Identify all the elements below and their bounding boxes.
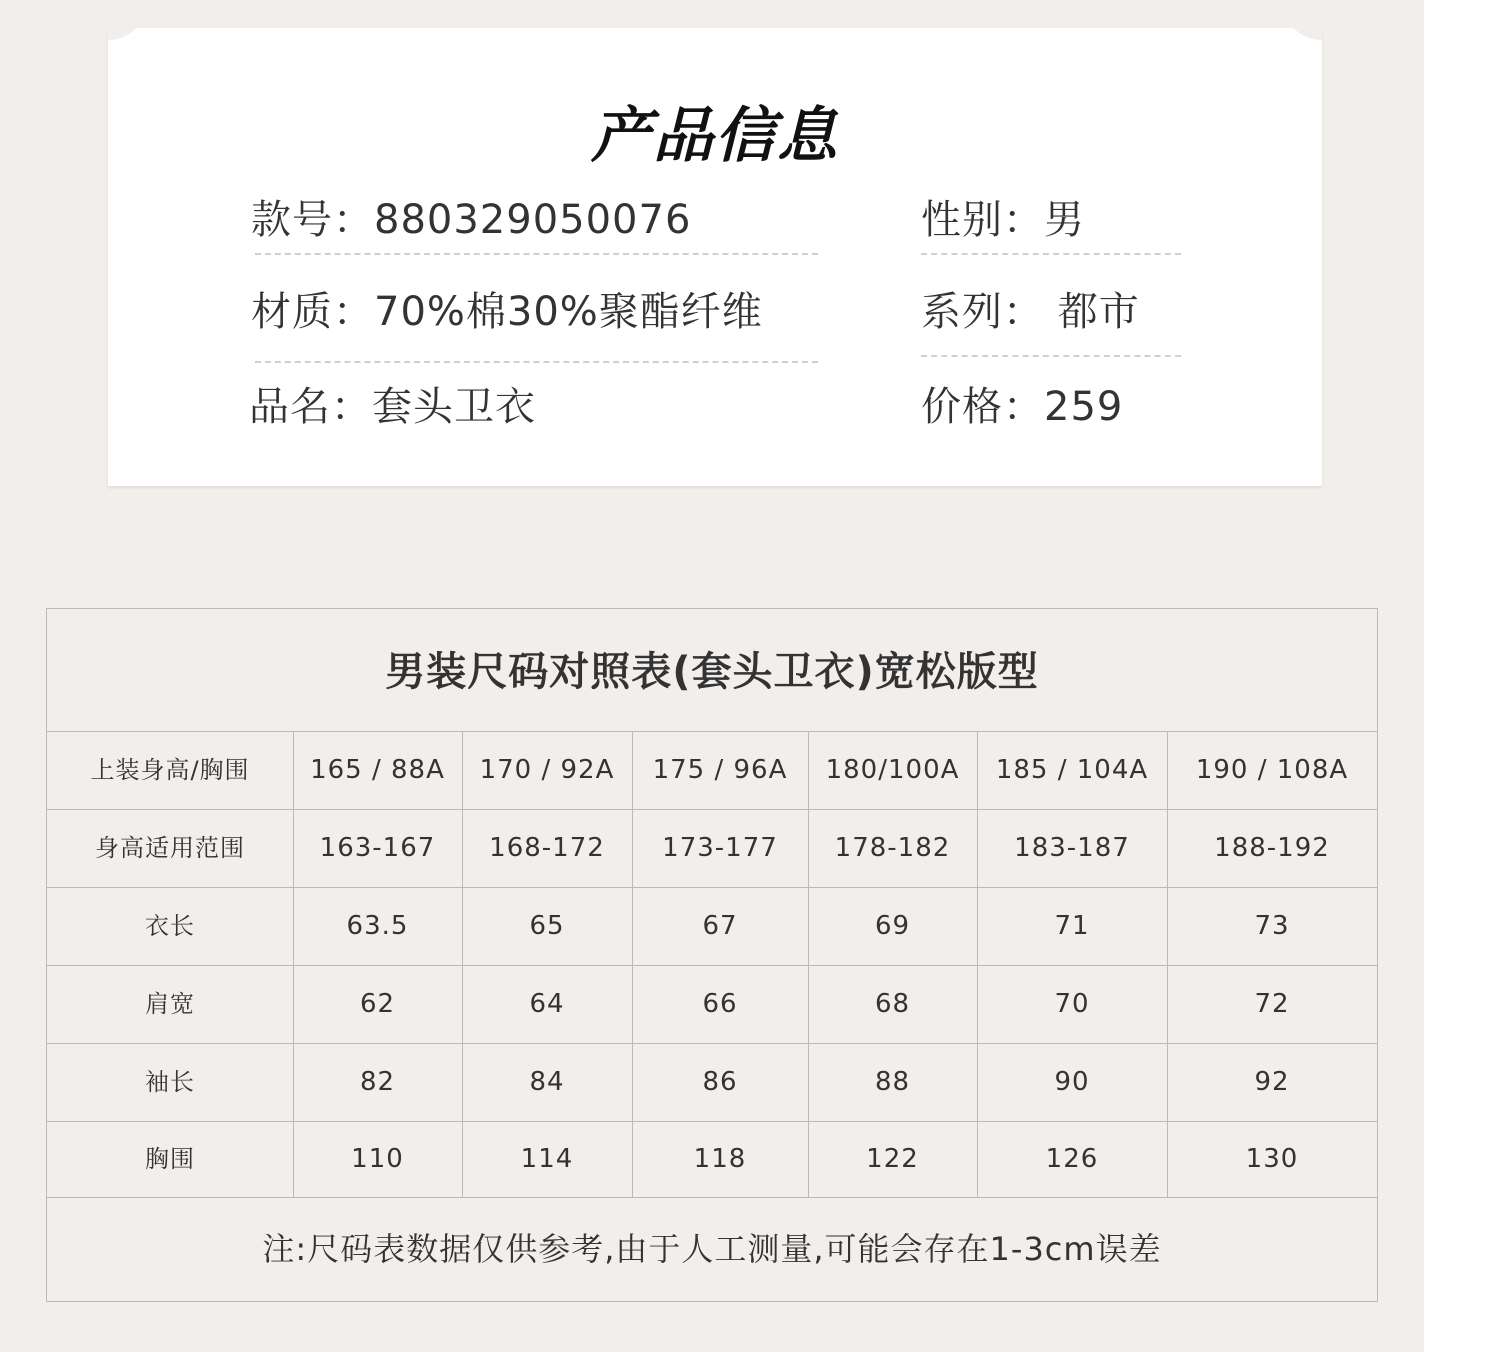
scallop-decoration — [1208, 0, 1236, 18]
product-name: 品名：套头卫衣 — [249, 384, 536, 430]
size-value-cell: 183-187 — [1014, 833, 1130, 863]
size-value-cell: 173-177 — [662, 833, 778, 863]
scallop-decoration — [980, 0, 1008, 18]
size-row-label: 肩宽 — [145, 990, 195, 1018]
size-value-cell: 82 — [359, 1067, 396, 1097]
scallop-decoration — [296, 0, 324, 18]
size-value-cell: 72 — [1254, 989, 1290, 1019]
size-value-cell: 190 / 108A — [1195, 755, 1349, 785]
size-value-cell: 118 — [693, 1144, 747, 1174]
size-value-cell: 130 — [1245, 1144, 1299, 1174]
scallop-decoration — [334, 0, 362, 18]
size-value-cell: 68 — [874, 989, 911, 1019]
divider — [255, 361, 818, 363]
product-info-card — [108, 28, 1322, 486]
divider — [255, 253, 818, 255]
size-value-cell: 114 — [520, 1144, 574, 1174]
scallop-decoration — [1056, 0, 1084, 18]
size-row-label: 袖长 — [145, 1068, 195, 1096]
size-row-label: 胸围 — [145, 1145, 195, 1173]
scallop-decoration — [1132, 0, 1160, 18]
size-value-cell: 84 — [529, 1067, 565, 1097]
size-row-label: 衣长 — [145, 912, 195, 940]
size-value-cell: 175 / 96A — [652, 755, 788, 785]
size-value-cell: 180/100A — [825, 755, 960, 785]
scallop-decoration — [790, 0, 818, 18]
size-chart-table — [46, 608, 1378, 1302]
size-chart-title: 男装尺码对照表(套头卫衣)宽松版型 — [385, 649, 1039, 695]
scallop-decoration — [372, 0, 400, 18]
size-value-cell: 178-182 — [834, 833, 951, 863]
product-info-title: 产品信息 — [591, 101, 839, 171]
size-value-cell: 188-192 — [1214, 833, 1330, 863]
scallop-decoration — [486, 0, 514, 18]
size-value-cell: 64 — [529, 989, 565, 1019]
size-value-cell: 168-172 — [489, 833, 605, 863]
scallop-decoration — [828, 0, 856, 18]
material: 材质：70%棉30%聚酯纤维 — [251, 289, 763, 335]
divider — [921, 355, 1181, 357]
scallop-decoration — [1170, 0, 1198, 18]
scallop-decoration — [942, 0, 970, 18]
corner-decoration — [108, 0, 148, 40]
scallop-decoration — [524, 0, 552, 18]
style-number: 款号：880329050076 — [251, 197, 692, 243]
divider — [921, 253, 1181, 255]
size-value-cell: 73 — [1254, 911, 1290, 941]
size-value-cell: 126 — [1045, 1144, 1099, 1174]
scallop-decoration — [220, 0, 248, 18]
size-value-cell: 170 / 92A — [479, 755, 615, 785]
scallop-decoration — [448, 0, 476, 18]
size-row-label: 身高适用范围 — [95, 834, 245, 862]
price: 价格：259 — [921, 384, 1124, 430]
size-chart-note: 注:尺码表数据仅供参考,由于人工测量,可能会存在1-3cm误差 — [262, 1230, 1162, 1268]
size-value-cell: 88 — [874, 1067, 911, 1097]
scallop-decoration — [258, 0, 286, 18]
size-value-cell: 70 — [1054, 989, 1090, 1019]
size-row-label: 上装身高/胸围 — [90, 756, 250, 784]
size-value-cell: 165 / 88A — [310, 755, 445, 785]
gender: 性别：男 — [921, 197, 1085, 243]
series: 系列： 都市 — [921, 289, 1140, 335]
size-value-cell: 67 — [702, 911, 738, 941]
scallop-decoration — [600, 0, 628, 18]
size-value-cell: 62 — [359, 989, 396, 1019]
size-value-cell: 122 — [866, 1144, 919, 1174]
scallop-decoration — [638, 0, 666, 18]
scallop-decoration — [1018, 0, 1046, 18]
scallop-decoration — [1246, 0, 1274, 18]
scallop-decoration — [1094, 0, 1122, 18]
size-value-cell: 86 — [702, 1067, 738, 1097]
scallop-decoration — [676, 0, 704, 18]
scalloped-edge — [108, 0, 1322, 40]
scallop-decoration — [562, 0, 590, 18]
size-value-cell: 110 — [351, 1144, 404, 1174]
size-value-cell: 90 — [1054, 1067, 1090, 1097]
size-value-cell: 71 — [1054, 911, 1090, 941]
scallop-decoration — [714, 0, 742, 18]
scallop-decoration — [144, 0, 172, 18]
scallop-decoration — [752, 0, 780, 18]
scallop-decoration — [410, 0, 438, 18]
size-value-cell: 185 / 104A — [995, 755, 1149, 785]
scallop-decoration — [866, 0, 894, 18]
scallop-decoration — [182, 0, 210, 18]
size-value-cell: 92 — [1254, 1067, 1290, 1097]
size-value-cell: 163-167 — [319, 833, 436, 863]
size-value-cell: 63.5 — [346, 911, 409, 941]
size-value-cell: 69 — [874, 911, 911, 941]
corner-decoration — [1282, 0, 1322, 40]
scallop-decoration — [904, 0, 932, 18]
size-value-cell: 66 — [702, 989, 738, 1019]
size-value-cell: 65 — [529, 911, 565, 941]
